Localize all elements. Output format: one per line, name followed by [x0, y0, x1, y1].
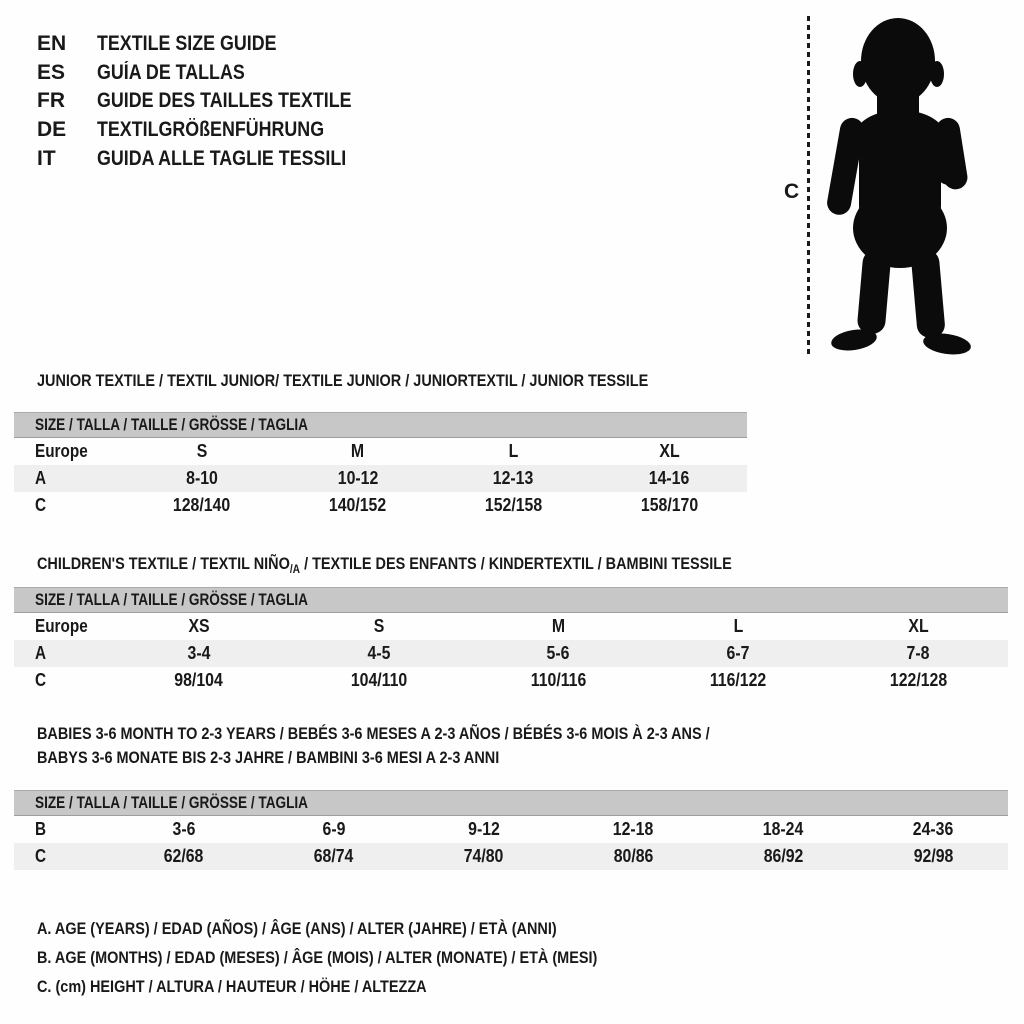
table-row: Europe XS S M L XL: [35, 616, 929, 636]
legend-line-b: B. AGE (MONTHS) / EDAD (MESES) / ÂGE (MOIS) / ALTER (MONATE) / ETÀ (MESI): [37, 948, 598, 967]
guide-title-fr: GUIDE DES TAILLES TEXTILE: [97, 89, 352, 113]
language-row-it: [37, 144, 396, 173]
row-label: Europe: [35, 441, 88, 461]
measurement-legend: [37, 914, 696, 1001]
row-label: C: [35, 846, 47, 866]
size-header-bar: SIZE / TALLA / TAILLE / GRÖSSE / TAGLIA: [14, 790, 1008, 816]
legend-line-a: A. AGE (YEARS) / EDAD (AÑOS) / ÂGE (ANS) / ALTER (JAHRE) / ETÀ (ANNI): [37, 919, 557, 938]
height-measure-dotted-line: [807, 16, 810, 358]
table-row: C 62/68 68/74 74/80 80/86 86/92 92/98: [14, 843, 1008, 870]
size-header-bar: SIZE / TALLA / TAILLE / GRÖSSE / TAGLIA: [14, 412, 747, 438]
junior-size-table: [14, 412, 747, 519]
junior-section-title: JUNIOR TEXTILE / TEXTIL JUNIOR/ TEXTILE JUNIOR / JUNIORTEXTIL / JUNIOR TESSILE: [37, 371, 649, 390]
table-row: C 98/104 104/110 110/116 116/122 122/128: [35, 670, 947, 690]
language-code: IT: [37, 146, 56, 170]
table-row: Europe S M L XL: [35, 441, 680, 461]
row-label: C: [35, 495, 47, 515]
language-list: [37, 30, 396, 173]
table-row: C 128/140 140/152 152/158 158/170: [35, 495, 698, 515]
language-row-en: [37, 30, 396, 59]
table-row: B 3-6 6-9 9-12 12-18 18-24 24-36: [35, 819, 954, 839]
babies-section-title: BABIES 3-6 MONTH TO 2-3 YEARS / BEBÉS 3-6 MESES A 2-3 AÑOS / BÉBÉS 3-6 MOIS À 2-3 ANS / BABYS 3-6 MONATE BIS 2-3 JAHRE / BAMBINI 3-6 MESI A 2-3 ANNI: [37, 724, 710, 767]
table-row: A 8-10 10-12 12-13 14-16: [14, 465, 747, 492]
guide-title-it: GUIDA ALLE TAGLIE TESSILI: [97, 146, 347, 170]
language-row-fr: [37, 87, 396, 116]
language-code: DE: [37, 118, 67, 142]
row-label: B: [35, 819, 47, 839]
language-code: FR: [37, 89, 65, 113]
row-label: C: [35, 670, 47, 690]
table-row: A 3-4 4-5 5-6 6-7 7-8: [14, 640, 1008, 667]
language-code: ES: [37, 60, 66, 84]
legend-line-c: C. (cm) HEIGHT / ALTURA / HAUTEUR / HÖHE / ALTEZZA: [37, 977, 427, 996]
language-code: EN: [37, 32, 67, 56]
babies-size-table: [14, 790, 1008, 870]
row-label: Europe: [35, 616, 88, 636]
row-label: A: [35, 468, 47, 488]
children-section-title: CHILDREN'S TEXTILE / TEXTIL $NIÑO_{/A}$ / TEXTILE DES ENFANTS / KINDERTEXTIL / BAMBINI TESSILE: [37, 554, 732, 576]
language-row-de: [37, 116, 396, 145]
language-row-es: [37, 59, 396, 88]
guide-title-en: TEXTILE SIZE GUIDE: [97, 32, 277, 56]
row-label: A: [35, 643, 47, 663]
baby-height-figure: [775, 8, 1020, 364]
baby-silhouette: [825, 14, 977, 358]
guide-title-es: GUÍA DE TALLAS: [97, 60, 245, 84]
size-header-bar: SIZE / TALLA / TAILLE / GRÖSSE / TAGLIA: [14, 587, 1008, 613]
guide-title-de: TEXTILGRÖßENFÜHRUNG: [97, 118, 325, 142]
height-marker-label: C: [784, 180, 800, 203]
children-size-table: [14, 587, 1008, 694]
